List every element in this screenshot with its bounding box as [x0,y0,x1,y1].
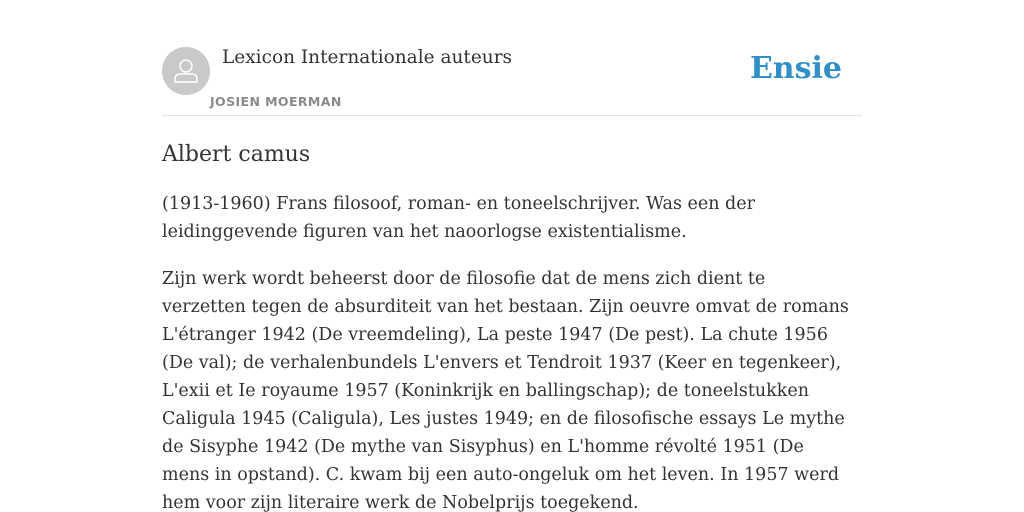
article-content [162,139,852,512]
brand-logo[interactable]: Ensie [749,51,842,86]
article-title: Albert camus [162,142,311,167]
article-paragraph: (1913-1960) Frans filosoof, roman- en toneelschrijver. Was een der leidinggevende figuren van het naoorlogse existentialisme. [162,194,755,242]
article-paragraph: Zijn werk wordt beheerst door de filosofie dat de mens zich dient te verzetten tegen de absurditeit van het bestaan. Zijn oeuvre omvat de romans L'étranger 1942 (De vreemdeling), La peste 1947 (De pest). La chute 1956 (De val); de verhalenbundels L'envers et Tendroit 1937 (Keer en tegenkeer), L'exii et Ie royaume 1957 (Koninkrijk en ballingschap); de toneelstukken Caligula 1945 (Caligula), Les justes 1949; en de filosofische essays Le mythe de Sisyphe 1942 (De mythe van Sisyphus) en L'homme révolté 1951 (De mens in opstand). C. kwam bij een auto-ongeluk om het leven. In 1957 werd hem voor zijn literaire werk de Nobelprijs toegekend. [162,269,849,512]
source-title-link[interactable]: Lexicon Internationale auteurs [222,47,513,68]
page-header [162,46,862,116]
author-name[interactable]: JOSIEN MOERMAN [210,94,342,109]
user-icon[interactable] [162,47,210,95]
